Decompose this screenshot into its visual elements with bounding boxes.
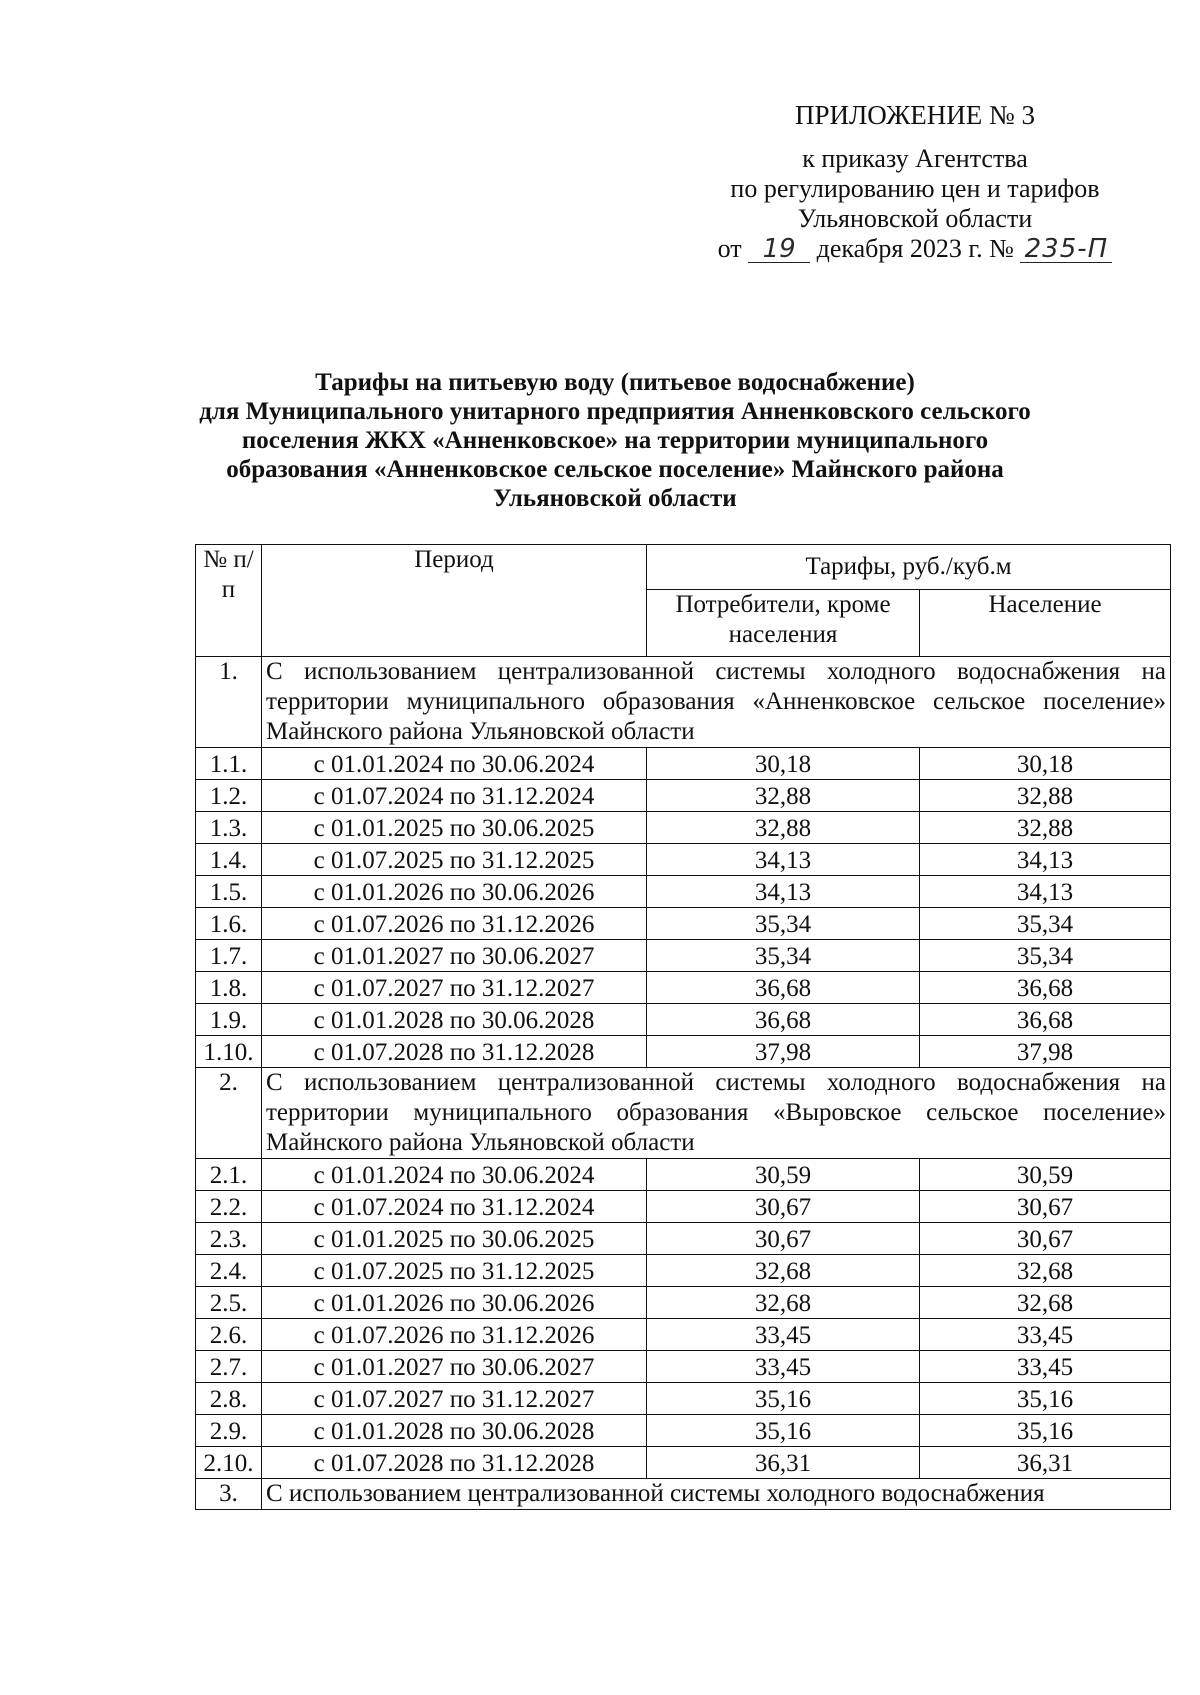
row-number: 1.5. bbox=[196, 876, 262, 908]
title-line-5: Ульяновской области bbox=[493, 485, 737, 512]
annex-title: ПРИЛОЖЕНИЕ № 3 bbox=[794, 100, 1036, 130]
row-period: с 01.07.2028 по 31.12.2028 bbox=[262, 1447, 647, 1479]
section-number: 2. bbox=[196, 1068, 262, 1159]
row-population-tariff: 32,88 bbox=[920, 780, 1171, 812]
table-row bbox=[196, 1287, 1171, 1319]
table-row bbox=[196, 876, 1171, 908]
header-population: Население bbox=[920, 590, 1171, 657]
table-row bbox=[196, 908, 1171, 940]
tariffs-table bbox=[195, 544, 1171, 1510]
row-population-tariff: 33,45 bbox=[920, 1351, 1171, 1383]
table-row bbox=[196, 1223, 1171, 1255]
annex-line-3: Ульяновской области bbox=[797, 204, 1033, 233]
row-population-tariff: 37,98 bbox=[920, 1036, 1171, 1068]
row-number: 2.2. bbox=[196, 1191, 262, 1223]
row-consumers-tariff: 32,68 bbox=[647, 1287, 920, 1319]
table-row bbox=[196, 940, 1171, 972]
row-consumers-tariff: 35,34 bbox=[647, 940, 920, 972]
row-period: с 01.07.2024 по 31.12.2024 bbox=[262, 1191, 647, 1223]
row-period: с 01.01.2028 по 30.06.2028 bbox=[262, 1415, 647, 1447]
row-consumers-tariff: 32,88 bbox=[647, 780, 920, 812]
row-period: с 01.07.2026 по 31.12.2026 bbox=[262, 1319, 647, 1351]
row-consumers-tariff: 30,18 bbox=[647, 748, 920, 780]
row-number: 1.4. bbox=[196, 844, 262, 876]
table-row bbox=[196, 844, 1171, 876]
section-description: С использованием централизованной системы холодного водоснабжения на территории муниципального образования «Анненковское сельское поселение» Майнского района Ульяновской области bbox=[262, 657, 1171, 748]
row-number: 2.3. bbox=[196, 1223, 262, 1255]
row-number: 2.10. bbox=[196, 1447, 262, 1479]
row-period: с 01.01.2025 по 30.06.2025 bbox=[262, 1223, 647, 1255]
table-header-row bbox=[196, 545, 1171, 590]
row-population-tariff: 30,67 bbox=[920, 1223, 1171, 1255]
row-period: с 01.07.2028 по 31.12.2028 bbox=[262, 1036, 647, 1068]
row-population-tariff: 36,68 bbox=[920, 972, 1171, 1004]
table-row bbox=[196, 1191, 1171, 1223]
row-period: с 01.01.2024 по 30.06.2024 bbox=[262, 748, 647, 780]
section-number: 1. bbox=[196, 657, 262, 748]
section-description: С использованием централизованной системы холодного водоснабжения bbox=[262, 1479, 1171, 1510]
section-number: 3. bbox=[196, 1479, 262, 1510]
header-num: № п/п bbox=[196, 545, 262, 657]
table-row bbox=[196, 1004, 1171, 1036]
row-consumers-tariff: 33,45 bbox=[647, 1351, 920, 1383]
row-consumers-tariff: 34,13 bbox=[647, 876, 920, 908]
row-population-tariff: 30,59 bbox=[920, 1159, 1171, 1191]
date-rest: декабря 2023 г. № bbox=[816, 234, 1014, 263]
row-number: 1.6. bbox=[196, 908, 262, 940]
row-number: 2.7. bbox=[196, 1351, 262, 1383]
annex-line-1: к приказу Агентства bbox=[802, 144, 1028, 173]
section-description: С использованием централизованной системы холодного водоснабжения на территории муниципального образования «Выровское сельское поселение» Майнского района Ульяновской области bbox=[262, 1068, 1171, 1159]
row-consumers-tariff: 36,31 bbox=[647, 1447, 920, 1479]
row-population-tariff: 34,13 bbox=[920, 844, 1171, 876]
row-consumers-tariff: 37,98 bbox=[647, 1036, 920, 1068]
row-population-tariff: 30,18 bbox=[920, 748, 1171, 780]
row-consumers-tariff: 32,68 bbox=[647, 1255, 920, 1287]
table-row bbox=[196, 1415, 1171, 1447]
row-population-tariff: 32,68 bbox=[920, 1255, 1171, 1287]
row-period: с 01.01.2028 по 30.06.2028 bbox=[262, 1004, 647, 1036]
row-number: 2.8. bbox=[196, 1383, 262, 1415]
row-number: 1.9. bbox=[196, 1004, 262, 1036]
row-population-tariff: 35,16 bbox=[920, 1383, 1171, 1415]
row-consumers-tariff: 30,67 bbox=[647, 1223, 920, 1255]
row-period: с 01.01.2025 по 30.06.2025 bbox=[262, 812, 647, 844]
title-line-1: Тарифы на питьевую воду (питьевое водоснабжение) bbox=[315, 369, 915, 396]
handwritten-order-number: 235-П bbox=[1020, 236, 1112, 263]
row-population-tariff: 36,68 bbox=[920, 1004, 1171, 1036]
handwritten-day: 19 bbox=[748, 236, 810, 263]
annex-block bbox=[700, 100, 1130, 264]
row-consumers-tariff: 33,45 bbox=[647, 1319, 920, 1351]
row-period: с 01.01.2027 по 30.06.2027 bbox=[262, 940, 647, 972]
header-tariffs: Тарифы, руб./куб.м bbox=[647, 545, 1171, 590]
row-consumers-tariff: 36,68 bbox=[647, 972, 920, 1004]
row-period: с 01.07.2027 по 31.12.2027 bbox=[262, 1383, 647, 1415]
row-consumers-tariff: 35,16 bbox=[647, 1383, 920, 1415]
row-consumers-tariff: 34,13 bbox=[647, 844, 920, 876]
row-number: 2.1. bbox=[196, 1159, 262, 1191]
row-consumers-tariff: 36,68 bbox=[647, 1004, 920, 1036]
order-date-line bbox=[700, 234, 1130, 264]
row-number: 2.6. bbox=[196, 1319, 262, 1351]
title-line-4: образования «Анненковское сельское поселение» Майнского района bbox=[226, 456, 1004, 483]
row-period: с 01.07.2025 по 31.12.2025 bbox=[262, 844, 647, 876]
table-row bbox=[196, 1159, 1171, 1191]
header-period: Период bbox=[262, 545, 647, 657]
table-row bbox=[196, 1351, 1171, 1383]
title-line-2: для Муниципального унитарного предприятия Анненковского сельского bbox=[199, 398, 1031, 425]
row-number: 2.4. bbox=[196, 1255, 262, 1287]
row-population-tariff: 33,45 bbox=[920, 1319, 1171, 1351]
row-number: 1.2. bbox=[196, 780, 262, 812]
row-consumers-tariff: 30,67 bbox=[647, 1191, 920, 1223]
row-number: 1.7. bbox=[196, 940, 262, 972]
row-period: с 01.01.2024 по 30.06.2024 bbox=[262, 1159, 647, 1191]
row-period: с 01.07.2024 по 31.12.2024 bbox=[262, 780, 647, 812]
row-consumers-tariff: 35,34 bbox=[647, 908, 920, 940]
annex-line-2: по регулированию цен и тарифов bbox=[730, 174, 1100, 203]
table-row bbox=[196, 1036, 1171, 1068]
row-period: с 01.07.2026 по 31.12.2026 bbox=[262, 908, 647, 940]
row-population-tariff: 35,34 bbox=[920, 940, 1171, 972]
table-row bbox=[196, 972, 1171, 1004]
section-row bbox=[196, 1479, 1171, 1510]
table-row bbox=[196, 780, 1171, 812]
table-row bbox=[196, 1383, 1171, 1415]
row-period: с 01.01.2027 по 30.06.2027 bbox=[262, 1351, 647, 1383]
document-title bbox=[170, 368, 1060, 513]
row-period: с 01.01.2026 по 30.06.2026 bbox=[262, 1287, 647, 1319]
row-population-tariff: 34,13 bbox=[920, 876, 1171, 908]
date-prefix: от bbox=[717, 234, 742, 263]
row-population-tariff: 35,16 bbox=[920, 1415, 1171, 1447]
row-number: 1.10. bbox=[196, 1036, 262, 1068]
row-consumers-tariff: 35,16 bbox=[647, 1415, 920, 1447]
row-population-tariff: 30,67 bbox=[920, 1191, 1171, 1223]
row-period: с 01.07.2027 по 31.12.2027 bbox=[262, 972, 647, 1004]
row-population-tariff: 32,68 bbox=[920, 1287, 1171, 1319]
row-consumers-tariff: 32,88 bbox=[647, 812, 920, 844]
row-period: с 01.01.2026 по 30.06.2026 bbox=[262, 876, 647, 908]
row-population-tariff: 36,31 bbox=[920, 1447, 1171, 1479]
row-number: 1.3. bbox=[196, 812, 262, 844]
table-row bbox=[196, 1447, 1171, 1479]
header-consumers: Потребители, кроме населения bbox=[647, 590, 920, 657]
row-period: с 01.07.2025 по 31.12.2025 bbox=[262, 1255, 647, 1287]
row-population-tariff: 32,88 bbox=[920, 812, 1171, 844]
table-row bbox=[196, 748, 1171, 780]
table-row bbox=[196, 812, 1171, 844]
table-row bbox=[196, 1319, 1171, 1351]
row-number: 1.8. bbox=[196, 972, 262, 1004]
row-consumers-tariff: 30,59 bbox=[647, 1159, 920, 1191]
title-line-3: поселения ЖКХ «Анненковское» на территории муниципального bbox=[241, 427, 989, 454]
row-number: 2.5. bbox=[196, 1287, 262, 1319]
table-row bbox=[196, 1255, 1171, 1287]
section-row bbox=[196, 657, 1171, 748]
section-row bbox=[196, 1068, 1171, 1159]
row-number: 1.1. bbox=[196, 748, 262, 780]
row-population-tariff: 35,34 bbox=[920, 908, 1171, 940]
row-number: 2.9. bbox=[196, 1415, 262, 1447]
